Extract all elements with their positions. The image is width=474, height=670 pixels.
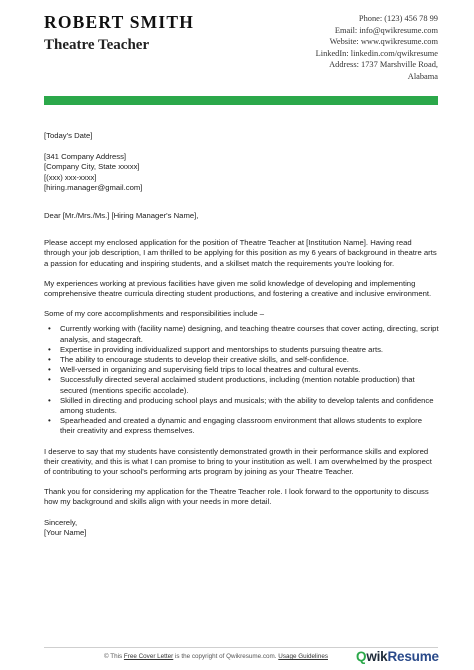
salutation: Dear [Mr./Mrs./Ms.] [Hiring Manager's Name], bbox=[44, 211, 199, 221]
website-label: Website: bbox=[329, 37, 361, 47]
copyright-prefix: © This bbox=[104, 653, 124, 660]
qwikresume-logo[interactable] bbox=[356, 649, 439, 664]
paragraph-intro: Please accept my enclosed application for the position of Theatre Teacher at [Institution Name]. Having read through your job description, I am thrilled to be applying for this position as my 6 years of background in theatre arts a passion for educating and inspiring students, and a skillset match the requirements you're looking for. bbox=[44, 238, 437, 268]
letter-date: [Today's Date] bbox=[44, 131, 93, 140]
contact-linkedin bbox=[228, 48, 438, 60]
list-item: • Well-versed in organizing and supervising field trips to local theatres and cultural events. bbox=[60, 365, 439, 375]
recipient-phone: [(xxx) xxx-xxxx] bbox=[44, 172, 97, 182]
list-item: • The ability to encourage students to develop their creative skills, and self-confidence. bbox=[60, 355, 439, 365]
copyright-notice bbox=[104, 653, 328, 660]
list-item: • Expertise in providing individualized support and mentorships to students pursuing theatre arts. bbox=[60, 345, 439, 355]
signature: [Your Name] bbox=[44, 527, 87, 537]
recipient-city: [Company City, State xxxxx] bbox=[44, 162, 140, 172]
logo-wik: wik bbox=[366, 649, 388, 664]
logo-q: Q bbox=[356, 649, 367, 664]
paragraph-closing: Thank you for considering my application for the Theatre Teacher role. I look forward to the opportunity to discuss how my background and skills align with your needs in more detail. bbox=[44, 487, 429, 507]
phone-value: (123) 456 78 99 bbox=[384, 14, 438, 23]
contact-block bbox=[228, 13, 438, 83]
logo-resume: Resume bbox=[387, 649, 439, 664]
contact-phone bbox=[228, 13, 438, 25]
phone-label: Phone: bbox=[358, 14, 385, 23]
list-item: • Skilled in directing and producing school plays and musicals; with the ability to develop talents and confidence among students. bbox=[60, 396, 439, 416]
accomplishments-intro: Some of my core accomplishments and responsibilities include – bbox=[44, 309, 265, 319]
linkedin-label: LinkedIn: bbox=[315, 48, 351, 58]
applicant-name: ROBERT SMITH bbox=[44, 12, 195, 32]
address-line1: 1737 Marshville Road, bbox=[361, 60, 438, 70]
website-value[interactable]: www.qwikresume.com bbox=[360, 37, 438, 47]
accomplishments-list bbox=[44, 324, 439, 436]
paragraph-experience: My experiences working at previous facilities have given me solid knowledge of developing and implementing comprehensive theatre curricula directing student productions, and fostering a creative and inclusive environment. bbox=[44, 278, 432, 299]
contact-address bbox=[228, 59, 438, 71]
address-label: Address: bbox=[329, 60, 361, 70]
paragraph-growth: I deserve to say that my students have consistently demonstrated growth in their performance skills and explored their creativity, and this is what I can promise to bring to your institution as well. I am overwhelmed by the prospect of contributing to your school's performing arts program by joining as your Theatre Teacher. bbox=[44, 446, 432, 477]
list-item: • Successfully directed several acclaimed student productions, including (mention notable production) that secured (mentions specific accolade). bbox=[60, 375, 439, 395]
email-label: Email: bbox=[334, 25, 360, 35]
recipient-block bbox=[44, 152, 439, 193]
recipient-email: [hiring.manager@gmail.com] bbox=[44, 182, 143, 192]
recipient-address: [341 Company Address] bbox=[44, 152, 127, 162]
footer bbox=[0, 645, 474, 670]
applicant-role: Theatre Teacher bbox=[44, 37, 150, 53]
free-cover-letter-link[interactable]: Free Cover Letter bbox=[123, 653, 174, 660]
email-value[interactable]: info@qwikresume.com bbox=[359, 25, 438, 35]
copyright-middle: is the copyright of Qwikresume.com. bbox=[173, 653, 279, 660]
contact-website bbox=[228, 36, 438, 48]
contact-address-line2: Alabama bbox=[407, 71, 438, 81]
contact-email bbox=[228, 25, 438, 37]
accent-divider bbox=[44, 96, 438, 105]
list-item: • Currently working with (facility name) designing, and teaching theatre courses that cover acting, directing, script analysis, and stagecraft. bbox=[60, 324, 439, 344]
footer-divider bbox=[44, 647, 438, 648]
linkedin-value[interactable]: linkedin.com/qwikresume bbox=[350, 48, 438, 58]
closing: Sincerely, bbox=[44, 517, 78, 527]
usage-guidelines-link[interactable]: Usage Guidelines bbox=[278, 653, 328, 660]
letter-body bbox=[44, 131, 439, 538]
list-item: • Spearheaded and created a dynamic and engaging classroom environment that allows students to explore their creativity and express themselves. bbox=[60, 416, 439, 436]
